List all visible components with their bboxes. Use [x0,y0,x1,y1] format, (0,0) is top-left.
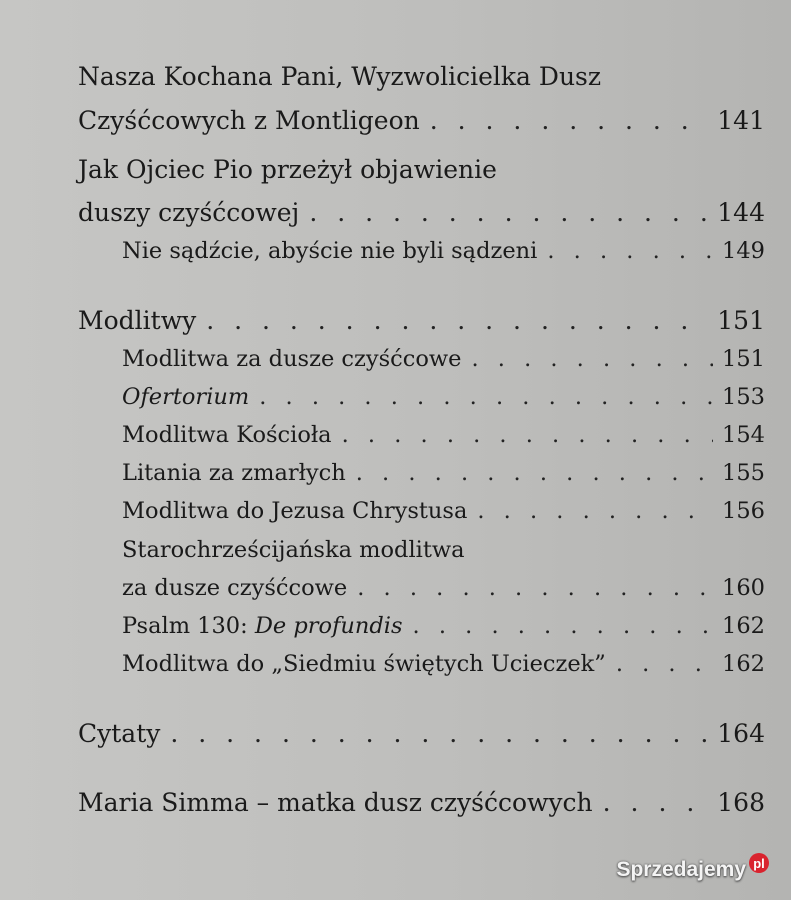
toc-entry-title-prefix: Psalm 130: [122,613,255,639]
toc-entry-title: Ofertorium [122,384,250,410]
toc-entry [78,106,765,135]
toc-entry [78,198,765,227]
dot-leader [206,306,709,335]
toc-page-number: 153 [722,384,765,410]
toc-entry-title-italic: De profundis [254,613,403,639]
toc-entry-title: Maria Simma – matka dusz czyśćcowych [78,788,593,817]
toc-entry-title: Litania za zmarłych [122,460,346,486]
dot-leader [170,719,709,748]
dot-leader [471,346,713,372]
toc-page-number: 154 [722,422,765,448]
toc-page-number: 155 [722,460,765,486]
toc-page-number: 151 [717,306,765,335]
toc-page-number: 162 [722,651,765,677]
toc-entry-title: Nasza Kochana Pani, Wyzwolicielka Dusz [78,62,602,91]
dot-leader [342,422,713,448]
toc-page-number: 151 [722,346,765,372]
toc-page-number: 164 [717,719,765,748]
toc-page-number: 156 [722,498,765,524]
dot-leader [357,575,713,601]
toc-entry [78,788,765,817]
toc-entry-title: Modlitwy [78,306,197,335]
toc-entry-title: Modlitwa do „Siedmiu świętych Ucieczek” [122,651,606,677]
toc-entry [78,719,765,748]
toc-page-number: 149 [722,238,765,264]
dot-leader [356,460,713,486]
toc-subentry [122,575,765,601]
toc-entry [78,306,765,335]
toc-subentry-title-line [122,537,765,563]
dot-leader [616,651,713,677]
toc-page-number: 162 [722,613,765,639]
dot-leader [413,613,713,639]
toc-subentry [122,613,765,639]
toc-entry-title: Jak Ojciec Pio przeżył objawienie [78,155,497,184]
toc-subentry [122,460,765,486]
toc-subentry [122,238,765,264]
dot-leader [603,788,710,817]
toc-subentry [122,498,765,524]
toc-entry-title [122,613,403,639]
toc-entry-title: Modlitwa Kościoła [122,422,332,448]
watermark [616,855,769,882]
pl-logo-icon: pl [749,853,769,873]
toc-entry-title: za dusze czyśćcowe [122,575,348,601]
toc-entry-title: Modlitwa do Jezusa Chrystusa [122,498,468,524]
toc-entry-title-line [78,155,765,184]
toc-entry-title-line [78,62,765,91]
toc-subentry [122,422,765,448]
dot-leader [477,498,713,524]
toc-entry-title: Cytaty [78,719,161,748]
toc-entry-title: Nie sądźcie, abyście nie byli sądzeni [122,238,538,264]
toc-entry-title: duszy czyśćcowej [78,198,300,227]
watermark-text: Sprzedajemy [616,858,746,881]
toc-page-number: 144 [717,198,765,227]
toc-page-number: 141 [717,106,765,135]
toc-entry-title: Modlitwa za dusze czyśćcowe [122,346,462,372]
dot-leader [430,106,710,135]
toc-page-number: 160 [722,575,765,601]
toc-subentry [122,384,765,410]
toc-subentry [122,346,765,372]
toc-page-number: 168 [717,788,765,817]
toc-entry-title: Czyśćcowych z Montligeon [78,106,420,135]
dot-leader [547,238,713,264]
dot-leader [259,384,713,410]
toc-subentry [122,651,765,677]
toc-entry-title: Starochrześcijańska modlitwa [122,537,465,563]
dot-leader [309,198,709,227]
